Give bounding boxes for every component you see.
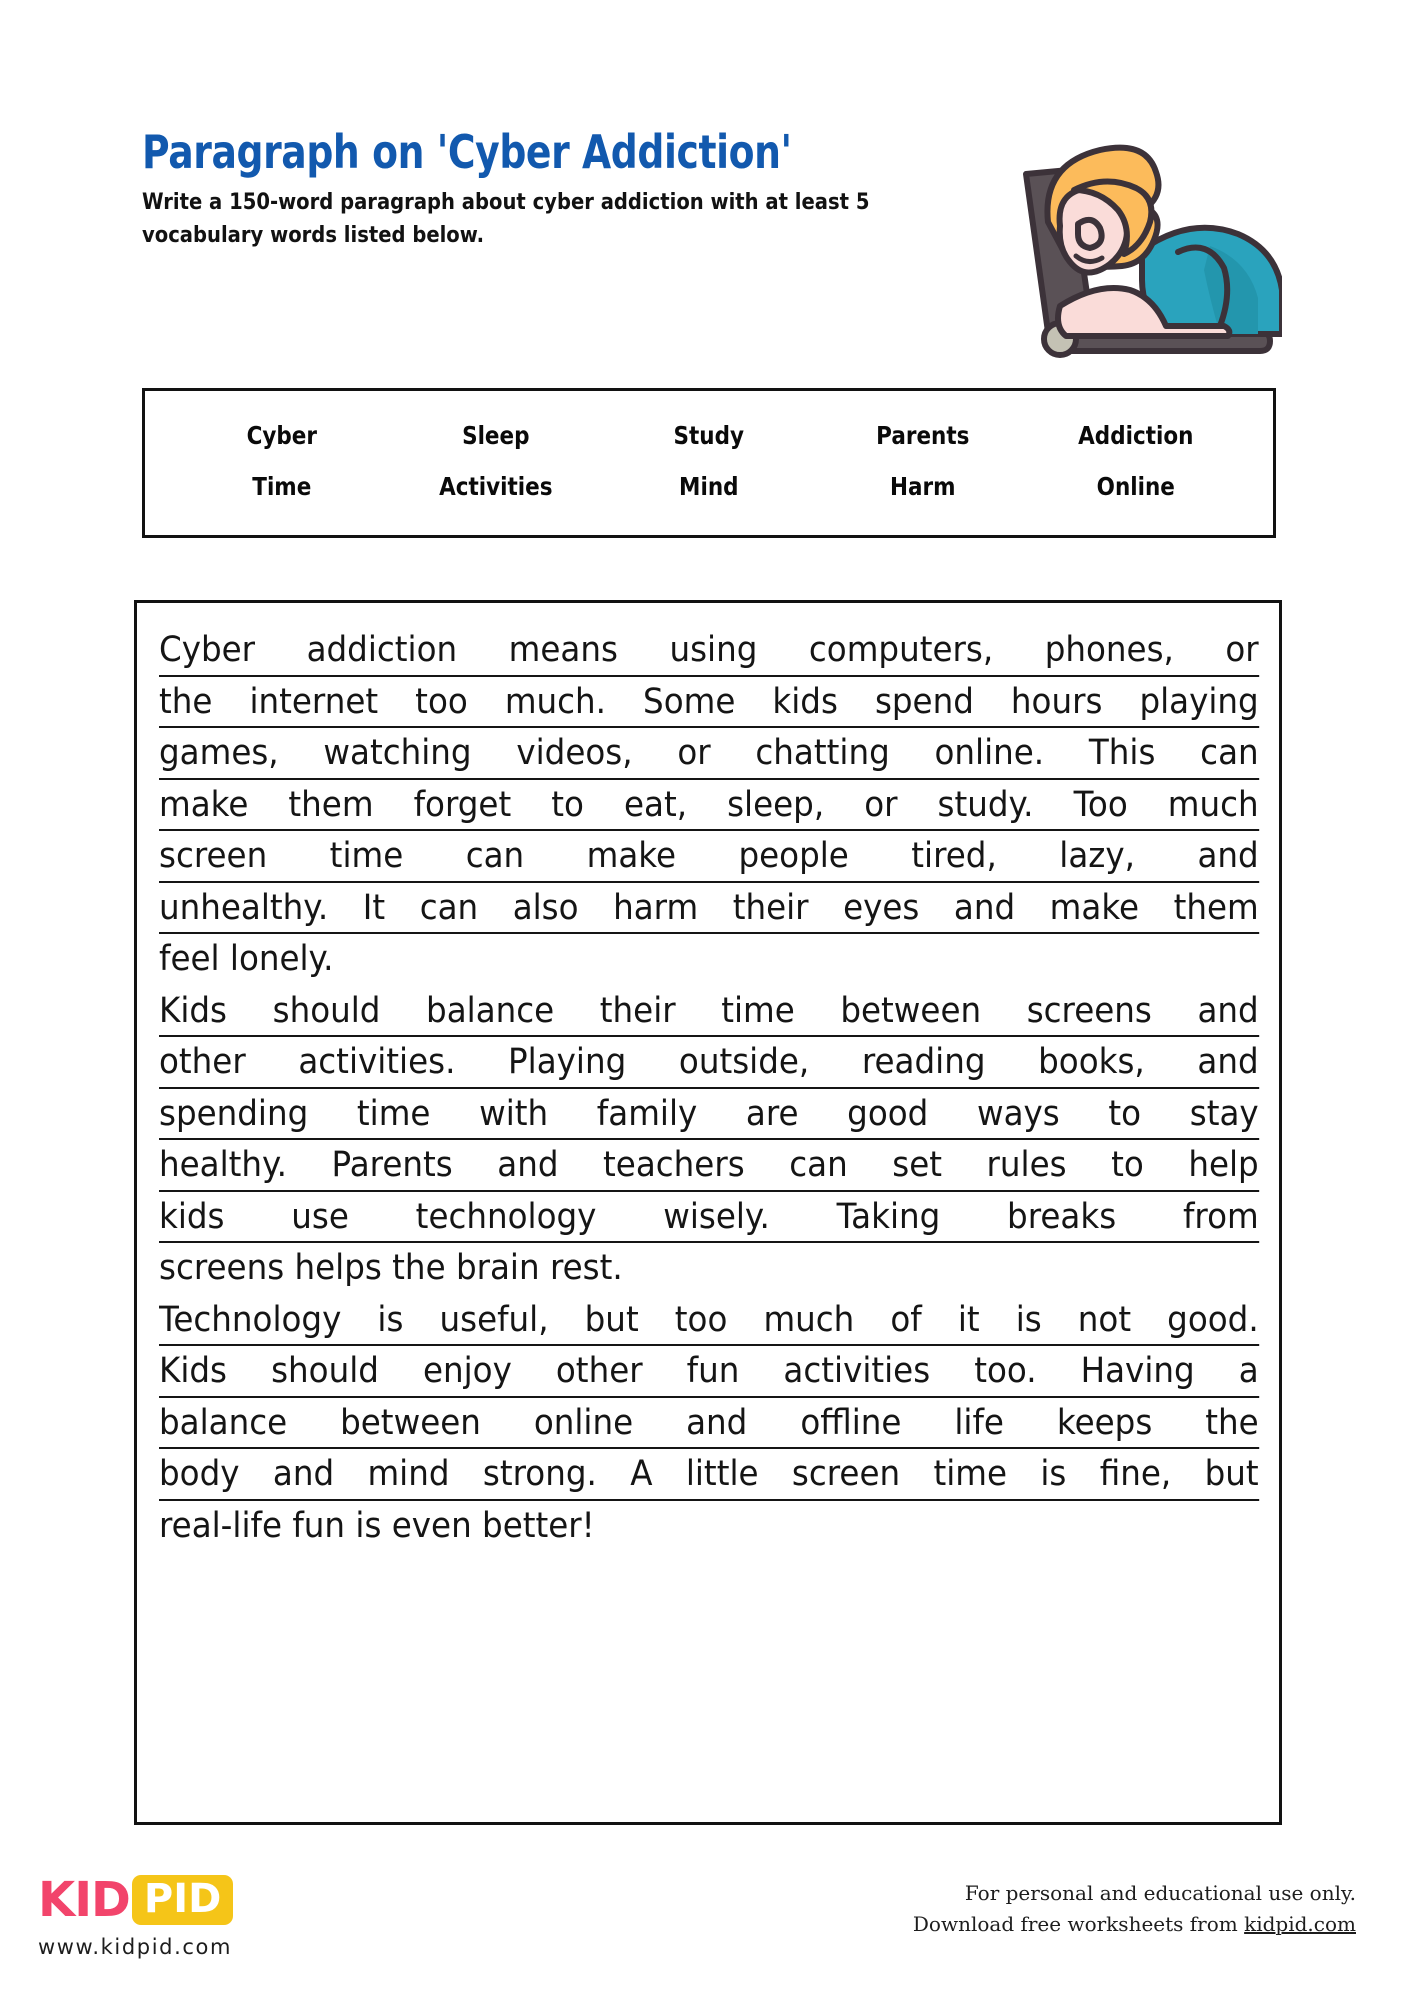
paragraph-word: online. — [934, 733, 1045, 773]
footer-usage-notice — [913, 1878, 1356, 1940]
paragraph-word: healthy. — [159, 1145, 288, 1185]
paragraph-word: online — [533, 1402, 634, 1443]
paragraph-word: can — [465, 836, 525, 876]
paragraph-word: also — [512, 887, 579, 928]
paragraph-word: games, — [159, 733, 279, 773]
paragraph-word: or — [1225, 630, 1259, 670]
paragraph-line — [159, 728, 1259, 780]
paragraph-answer-area[interactable] — [134, 600, 1282, 1825]
paragraph-word: phones, — [1044, 630, 1174, 670]
paragraph-word: internet — [249, 681, 379, 722]
paragraph-word: watching — [323, 733, 472, 773]
paragraph-line — [159, 1449, 1259, 1501]
paragraph-word: too — [415, 681, 468, 722]
paragraph-line — [159, 1089, 1259, 1141]
paragraph-word: Taking — [836, 1196, 941, 1237]
paragraph-word: use — [291, 1196, 349, 1237]
paragraph-word: to — [1108, 1093, 1142, 1134]
paragraph-word: harm — [613, 887, 699, 928]
paragraph-word: and — [953, 887, 1016, 928]
paragraph-line — [159, 831, 1259, 883]
vocabulary-word: Sleep — [461, 421, 530, 450]
paragraph-word: strong. — [482, 1454, 597, 1494]
paragraph-word: books, — [1038, 1042, 1145, 1082]
paragraph-word: too. — [974, 1351, 1037, 1391]
paragraph-line — [159, 1295, 1259, 1347]
paragraph-word: computers, — [808, 630, 994, 670]
logo-mark — [38, 1872, 338, 1928]
paragraph-word: and — [686, 1402, 748, 1443]
paragraph-word: rules — [986, 1145, 1067, 1185]
paragraph-line — [159, 625, 1259, 677]
paragraph-word: is — [1015, 1299, 1042, 1340]
vocabulary-word: Online — [1097, 472, 1176, 501]
paragraph-word: forget — [413, 784, 512, 825]
paragraph-word: hours — [1010, 681, 1103, 722]
paragraph-word: other — [159, 1042, 246, 1082]
paragraph-word: and — [1197, 1042, 1259, 1082]
paragraph-word: Technology — [159, 1299, 342, 1340]
paragraph-word: study. — [937, 784, 1034, 825]
paragraph-word: enjoy — [422, 1351, 512, 1391]
paragraph-word: time — [356, 1093, 431, 1134]
paragraph-word: and — [272, 1454, 335, 1494]
paragraph-word: chatting — [755, 733, 890, 773]
logo-pid-badge: PID — [132, 1875, 233, 1925]
paragraph-line — [159, 1192, 1259, 1244]
paragraph-word: kids — [772, 681, 838, 722]
paragraph-word: balance — [159, 1402, 288, 1443]
paragraph-word: good. — [1167, 1299, 1259, 1340]
paragraph-word: technology — [415, 1196, 597, 1237]
paragraph-word: offline — [800, 1402, 902, 1443]
paragraph-word: useful, — [439, 1299, 549, 1340]
paragraph-word: make — [586, 836, 677, 876]
paragraph-word: help — [1188, 1145, 1259, 1185]
header-text-block — [142, 125, 972, 252]
paragraph-word: screen — [791, 1454, 901, 1494]
paragraph-word: wisely. — [663, 1196, 770, 1237]
paragraph-word: Kids — [159, 1351, 228, 1391]
paragraph-line — [159, 986, 1259, 1038]
vocabulary-word: Study — [673, 421, 745, 450]
paragraph-word: Parents — [331, 1145, 453, 1185]
paragraph-word: not — [1077, 1299, 1132, 1340]
paragraph-word: spend — [874, 681, 974, 722]
footer-notice-line-1: For personal and educational use only. — [964, 1881, 1356, 1905]
logo-website-url: www.kidpid.com — [38, 1935, 233, 1959]
paragraph-word: other — [555, 1351, 643, 1391]
paragraph-word: fun — [686, 1351, 740, 1391]
paragraph-word: using — [669, 630, 758, 670]
vocabulary-row — [175, 421, 1243, 450]
paragraph-word: Kids — [159, 990, 228, 1031]
vocabulary-word: Cyber — [246, 421, 317, 450]
worksheet-header — [142, 125, 1282, 358]
paragraph-word: Having — [1080, 1351, 1195, 1391]
paragraph-word: playing — [1139, 681, 1259, 722]
paragraph-word: means — [508, 630, 618, 670]
paragraph-word: family — [596, 1093, 698, 1134]
paragraph-word: with — [479, 1093, 549, 1134]
vocabulary-row — [175, 472, 1243, 501]
paragraph-line — [159, 883, 1259, 935]
vocabulary-word-bank — [142, 388, 1276, 538]
paragraph-word: Some — [643, 681, 736, 722]
paragraph-word: between — [840, 990, 982, 1031]
paragraph-line — [159, 780, 1259, 832]
paragraph-line — [159, 677, 1259, 729]
vocabulary-word: Addiction — [1078, 421, 1194, 450]
paragraph-text: screens helps the brain rest. — [159, 1243, 623, 1295]
paragraph-word: is — [377, 1299, 404, 1340]
paragraph-word: and — [1197, 990, 1259, 1031]
paragraph-text: feel lonely. — [159, 934, 334, 986]
paragraph-word: It — [362, 887, 386, 928]
vocabulary-word: Time — [252, 472, 312, 501]
paragraph-word: much. — [504, 681, 607, 722]
paragraph-word: little — [685, 1454, 759, 1494]
paragraph-word: eat, — [623, 784, 688, 825]
paragraph-word: outside, — [678, 1042, 810, 1082]
paragraph-word: their — [732, 887, 809, 928]
paragraph-word: but — [584, 1299, 639, 1340]
kidpid-logo — [38, 1872, 338, 1959]
paragraph-word: breaks — [1007, 1196, 1117, 1237]
paragraph-word: or — [677, 733, 711, 773]
paragraph-word: body — [159, 1454, 240, 1494]
paragraph-line — [159, 1037, 1259, 1089]
paragraph-word: to — [1111, 1145, 1144, 1185]
paragraph-word: teachers — [603, 1145, 745, 1185]
paragraph-word: screens — [1026, 990, 1152, 1031]
paragraph-word: them — [288, 784, 374, 825]
footer-notice-prefix: Download free worksheets from — [912, 1912, 1245, 1936]
paragraph-line — [159, 1243, 1259, 1295]
paragraph-word: Cyber — [159, 630, 256, 670]
paragraph-word: activities. — [298, 1042, 456, 1082]
paragraph-word: is — [1040, 1454, 1067, 1494]
paragraph-word: a — [1238, 1351, 1259, 1391]
paragraph-word: videos, — [516, 733, 633, 773]
paragraph-word: time — [933, 1454, 1008, 1494]
paragraph-word: and — [497, 1145, 559, 1185]
paragraph-word: ways — [976, 1093, 1060, 1134]
paragraph-word: mind — [367, 1454, 450, 1494]
paragraph-line — [159, 1140, 1259, 1192]
paragraph-word: make — [1049, 887, 1140, 928]
paragraph-word: make — [159, 784, 249, 825]
paragraph-line — [159, 934, 1259, 986]
vocabulary-word: Mind — [679, 472, 739, 501]
paragraph-text: real-life fun is even better! — [159, 1501, 595, 1553]
paragraph-word: it — [957, 1299, 980, 1340]
paragraph-word: reading — [861, 1042, 986, 1082]
paragraph-word: stay — [1189, 1093, 1259, 1134]
paragraph-word: A — [630, 1454, 653, 1494]
paragraph-word: activities — [783, 1351, 931, 1391]
paragraph-word: tired, — [911, 836, 997, 876]
paragraph-word: much — [763, 1299, 855, 1340]
paragraph-word: sleep, — [727, 784, 825, 825]
paragraph-line — [159, 1398, 1259, 1450]
paragraph-word: the — [1205, 1402, 1259, 1443]
footer-notice-line-2 — [913, 1909, 1356, 1940]
kidpid-link[interactable]: kidpid.com — [1244, 1912, 1356, 1936]
logo-kid-text: KID — [38, 1872, 130, 1928]
paragraph-word: fine, — [1099, 1454, 1172, 1494]
paragraph-word: can — [1200, 733, 1259, 773]
paragraph-word: Too — [1073, 784, 1128, 825]
vocabulary-word: Harm — [889, 472, 956, 501]
paragraph-word: eyes — [843, 887, 920, 928]
vocabulary-word: Activities — [438, 472, 553, 501]
paragraph-word: time — [721, 990, 795, 1031]
paragraph-word: from — [1182, 1196, 1259, 1237]
paragraph-word: can — [419, 887, 479, 928]
paragraph-word: or — [864, 784, 898, 825]
paragraph-word: unhealthy. — [159, 887, 329, 928]
paragraph-word: much — [1167, 784, 1259, 825]
boy-asleep-on-laptop-icon — [1014, 130, 1282, 360]
paragraph-word: spending — [159, 1093, 309, 1134]
paragraph-word: This — [1088, 733, 1156, 773]
handwritten-paragraph — [159, 625, 1259, 1552]
page-title: Paragraph on 'Cyber Addiction' — [142, 125, 792, 179]
paragraph-word: to — [551, 784, 584, 825]
worksheet-instructions: Write a 150-word paragraph about cyber addiction with at least 5 vocabulary words listed below. — [142, 189, 870, 248]
paragraph-word: good — [847, 1093, 929, 1134]
paragraph-word: set — [892, 1145, 942, 1185]
paragraph-word: them — [1173, 887, 1259, 928]
paragraph-word: lazy, — [1059, 836, 1135, 876]
paragraph-word: screen — [159, 836, 268, 876]
paragraph-word: balance — [426, 990, 555, 1031]
paragraph-word: and — [1197, 836, 1259, 876]
paragraph-word: can — [789, 1145, 848, 1185]
paragraph-word: keeps — [1056, 1402, 1153, 1443]
paragraph-word: the — [159, 681, 213, 722]
paragraph-word: of — [890, 1299, 922, 1340]
page-footer — [0, 1860, 1414, 2000]
paragraph-word: should — [272, 990, 381, 1031]
paragraph-word: are — [745, 1093, 799, 1134]
paragraph-word: should — [271, 1351, 379, 1391]
paragraph-word: Playing — [508, 1042, 627, 1082]
paragraph-word: their — [599, 990, 676, 1031]
paragraph-line — [159, 1346, 1259, 1398]
paragraph-word: time — [329, 836, 404, 876]
paragraph-word: between — [340, 1402, 481, 1443]
paragraph-word: too — [674, 1299, 728, 1340]
paragraph-word: people — [738, 836, 849, 876]
paragraph-word: kids — [159, 1196, 225, 1237]
paragraph-word: but — [1204, 1454, 1259, 1494]
vocabulary-word: Parents — [875, 421, 970, 450]
paragraph-word: life — [954, 1402, 1004, 1443]
paragraph-line — [159, 1501, 1259, 1553]
paragraph-word: addiction — [306, 630, 458, 670]
